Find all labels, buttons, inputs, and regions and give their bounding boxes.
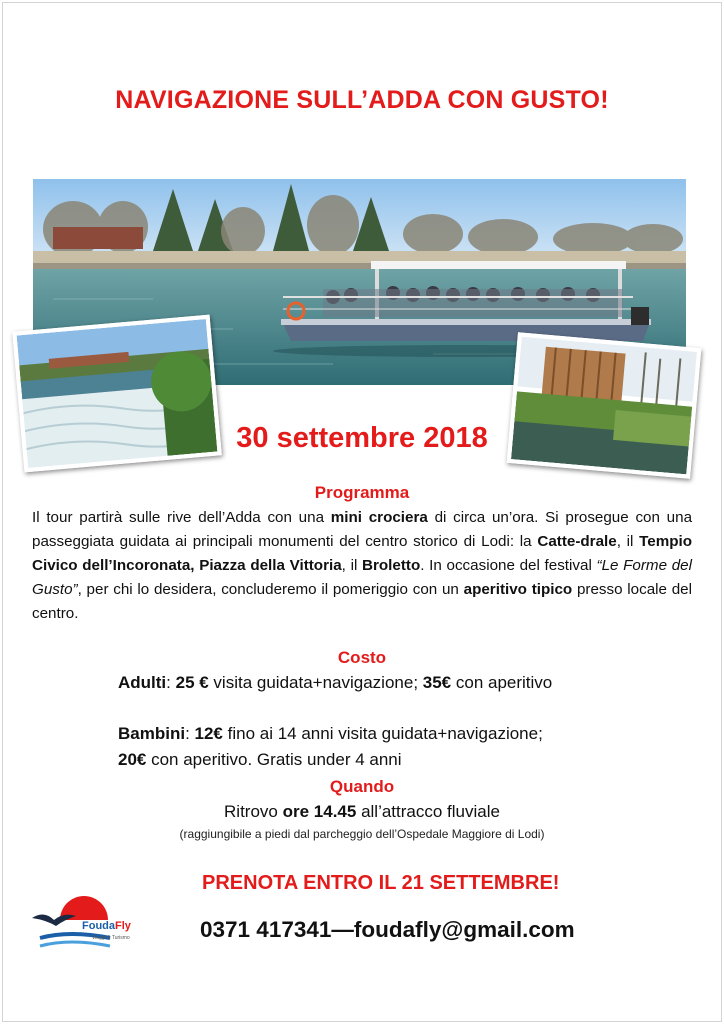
- adults-text-guided: visita guidata+navigazione;: [208, 673, 423, 692]
- children-price-aperitivo: 20€: [118, 750, 147, 769]
- adults-price-aperitivo: 35€: [422, 673, 452, 692]
- meeting-text-pre: Ritrovo: [224, 802, 283, 821]
- separator: :: [185, 724, 195, 743]
- logo-name-a: Fouda: [82, 920, 115, 932]
- adults-price-line: [118, 673, 552, 693]
- meeting-time: ore 14.45: [282, 802, 357, 821]
- meeting-line: [0, 802, 724, 822]
- children-price-line: [118, 724, 543, 744]
- adults-price-guided: 25 €: [175, 673, 209, 692]
- program-bold-monuments: Tempio Civico dell’Incoronata, Piazza della Vittoria: [32, 533, 692, 574]
- children-price-line-2: [118, 750, 402, 770]
- logo-subtitle: Viaggi & Turismo: [92, 935, 130, 941]
- children-label: Bambini: [118, 724, 186, 743]
- separator: :: [166, 673, 176, 692]
- children-text-aperitivo: con aperitivo. Gratis under 4 anni: [146, 750, 402, 769]
- booking-deadline: PRENOTA ENTRO IL 21 SETTEMBRE!: [202, 872, 560, 894]
- logo-name: [82, 920, 131, 932]
- program-festival-name: “Le Forme del Gusto”: [32, 557, 692, 598]
- program-text-5: . In occasione del festival: [420, 557, 597, 574]
- program-bold-broletto: Broletto: [362, 557, 421, 574]
- contact-info: 0371 417341—foudafly@gmail.com: [200, 917, 575, 942]
- event-date: 30 settembre 2018: [236, 422, 488, 454]
- program-description: [32, 506, 692, 626]
- cost-heading: Costo: [337, 648, 387, 667]
- adults-label: Adulti: [118, 673, 167, 692]
- program-bold-aperitivo: aperitivo tipico: [463, 581, 573, 598]
- children-price-guided: 12€: [194, 724, 223, 743]
- meeting-text-post: all’attracco fluviale: [356, 802, 500, 821]
- program-heading: Programma: [314, 483, 410, 502]
- program-bold-cathedral: Catte-drale: [537, 533, 617, 550]
- structure-photo: [507, 332, 702, 479]
- logo-bird-icon: [32, 914, 76, 926]
- program-text-2: di circa un’ora. Si prosegue con una passeggiata guidata ai principali monumenti del centro storico di Lodi: la: [32, 509, 693, 550]
- when-heading: Quando: [329, 777, 395, 796]
- program-text-1: Il tour partirà sulle rive dell’Adda con una: [32, 509, 331, 526]
- logo-name-b: Fly: [115, 920, 131, 932]
- program-text-3: , il: [616, 533, 640, 550]
- program-text-4: , il: [341, 557, 363, 574]
- foudafly-logo: [30, 890, 140, 960]
- program-bold-mini-cruise: mini crociera: [330, 509, 428, 526]
- program-text-7: presso locale del centro.: [32, 581, 692, 622]
- page-title: NAVIGAZIONE SULL’ADDA CON GUSTO!: [115, 86, 609, 114]
- program-text-6: , per chi lo desidera, concluderemo il pomeriggio con un: [77, 581, 464, 598]
- children-text-guided: fino ai 14 anni visita guidata+navigazione;: [222, 724, 543, 743]
- adults-text-aperitivo: con aperitivo: [451, 673, 553, 692]
- meeting-note: (raggiungibile a piedi dal parcheggio dell’Ospedale Maggiore di Lodi): [179, 827, 545, 841]
